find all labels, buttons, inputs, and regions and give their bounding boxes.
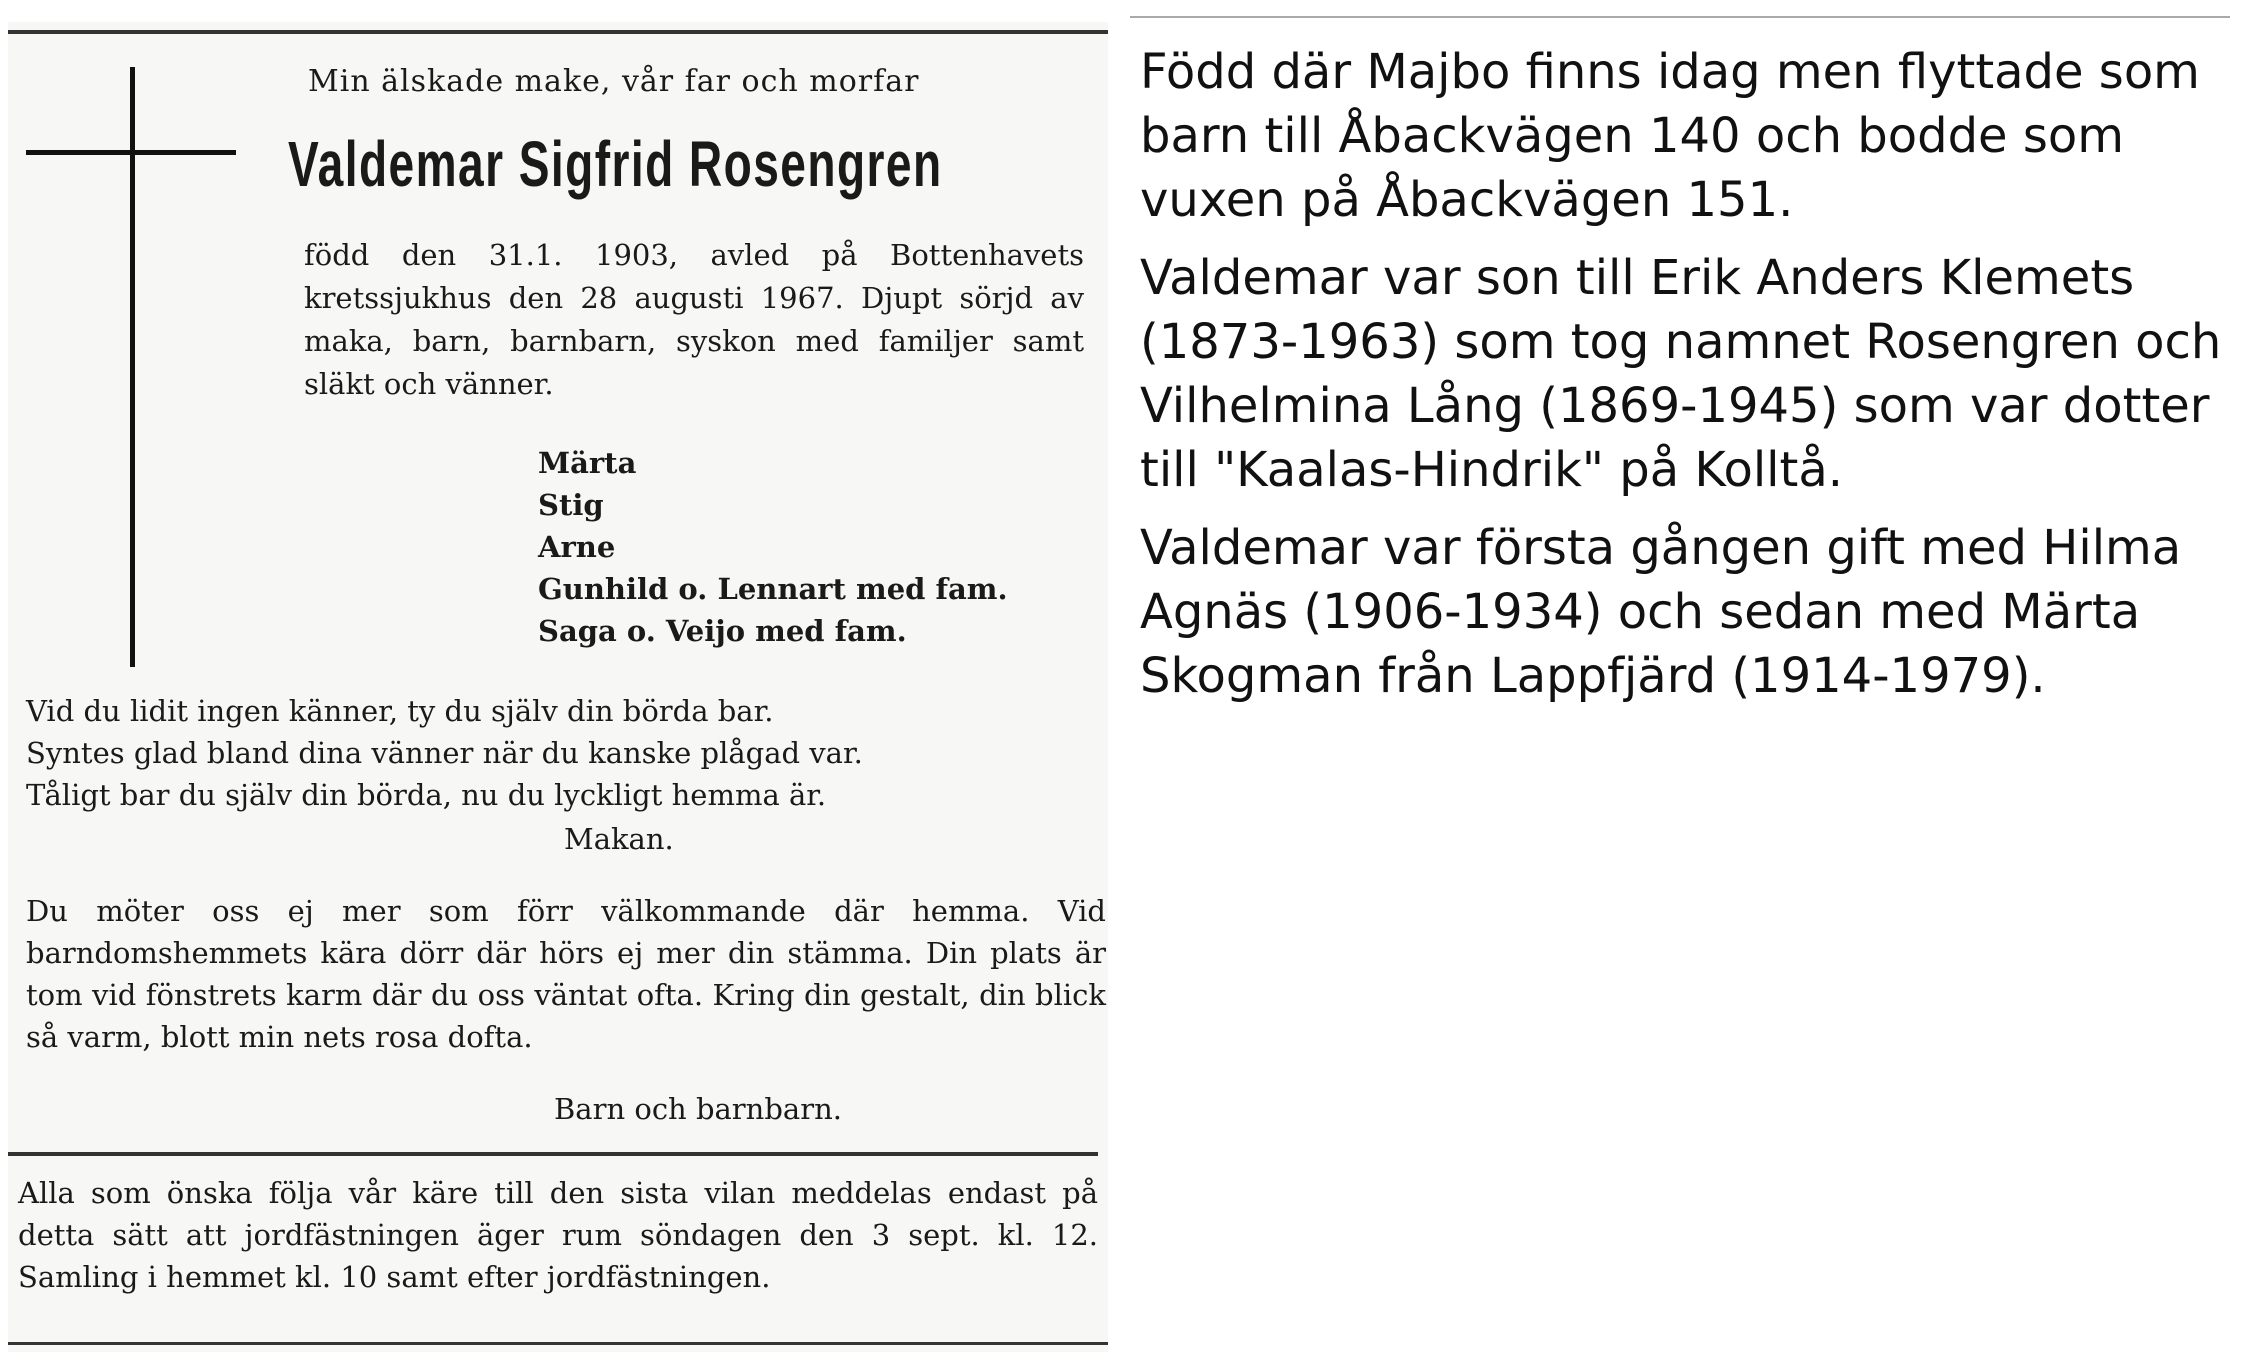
- obituary-intro: Min älskade make, vår far och morfar: [308, 64, 920, 99]
- verse-line: Tåligt bar du själv din börda, nu du lyckligt hemma är.: [26, 778, 827, 812]
- bio-top-divider: [1130, 16, 2230, 18]
- cross-symbol-vertical: [130, 67, 135, 667]
- bio-paragraph: Född där Majbo finns idag men flyttade som barn till Åbackvägen 140 och bodde som vuxen på Åbackvägen 151.: [1140, 44, 2200, 228]
- deceased-name: Valdemar Sigfrid Rosengren: [288, 128, 943, 200]
- obituary-clipping: [8, 22, 1108, 1352]
- survivor-item: Gunhild o. Lennart med fam.: [538, 572, 1008, 606]
- birth-death-text: född den 31.1. 1903, avled på Bottenhavets kretssjukhus den 28 augusti 1967. Djupt sörjd av maka, barn, barnbarn, syskon med familjer samt släkt och vänner.: [304, 238, 1084, 401]
- survivors-list: [538, 442, 1008, 652]
- biography-text: [1140, 40, 2230, 722]
- notice-divider: [8, 1152, 1098, 1156]
- bio-paragraph: Valdemar var första gången gift med Hilma Agnäs (1906-1934) och sedan med Märta Skogman från Lappfjärd (1914-1979).: [1140, 520, 2182, 704]
- funeral-notice: Alla som önska följa vår käre till den sista vilan meddelas endast på detta sätt att jordfästningen äger rum söndagen den 3 sept. kl. 12. Samling i hemmet kl. 10 samt efter jordfästningen.: [18, 1176, 1098, 1294]
- verse-line: Syntes glad bland dina vänner när du kanske plågad var.: [26, 736, 863, 770]
- top-divider: [8, 30, 1108, 34]
- verse-signoff-spouse: Makan.: [564, 822, 674, 856]
- verse-line: Vid du lidit ingen känner, ty du själv din börda bar.: [26, 694, 774, 728]
- verse-from-children: Du möter oss ej mer som förr välkommande där hemma. Vid barndomshemmets kära dörr där hörs ej mer din stämma. Din plats är tom vid fönstrets karm där du oss väntat ofta. Kring din gestalt, din blick så varm, blott min nets rosa dofta.: [26, 894, 1106, 1054]
- verse-signoff-children: Barn och barnbarn.: [554, 1092, 842, 1126]
- survivor-item: Arne: [538, 530, 616, 564]
- bottom-divider: [8, 1342, 1108, 1345]
- bio-paragraph: Valdemar var son till Erik Anders Klemets (1873-1963) som tog namnet Rosengren och Vilhelmina Lång (1869-1945) som var dotter till "Kaalas-Hindrik" på Kolltå.: [1140, 250, 2222, 498]
- survivor-item: Märta: [538, 446, 637, 480]
- verse-from-spouse: [26, 690, 1086, 816]
- survivor-item: Saga o. Veijo med fam.: [538, 614, 907, 648]
- cross-symbol-horizontal: [26, 150, 236, 155]
- survivor-item: Stig: [538, 488, 604, 522]
